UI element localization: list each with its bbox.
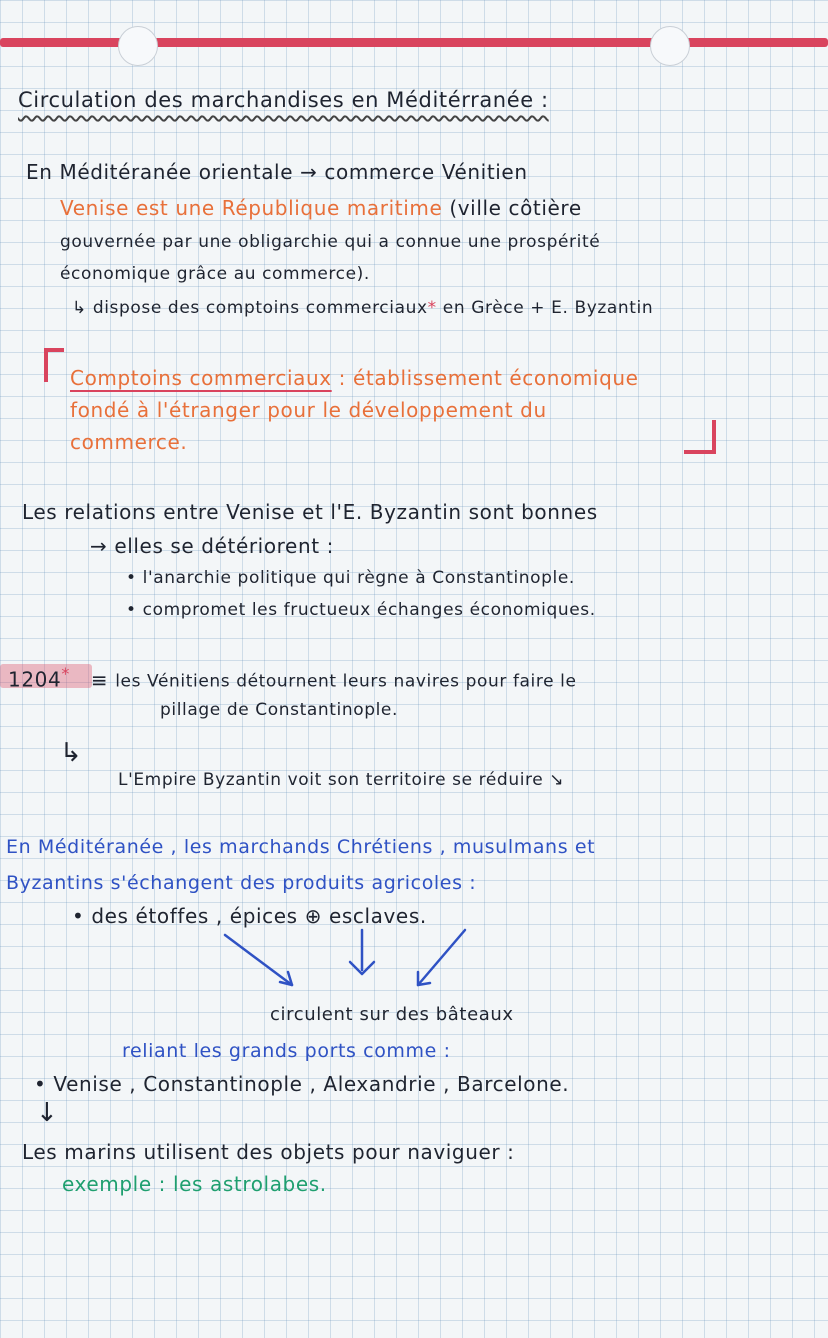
s2-line2-text: → elles se détériorent : [90,534,334,558]
s4-line8-text: Les marins utilisent des objets pour naviguer : [22,1140,515,1164]
definition-term: Comptoins commerciaux [70,366,332,390]
venise-republic: une République maritime [175,196,443,220]
arrow-right-icon: → [300,160,318,184]
s4-line5 [122,1040,451,1063]
s4-arrow [36,1098,58,1129]
s4-line3-text: • des étoffes , épices ⊕ esclaves. [72,904,427,928]
arrow-down-right-icon: ↳ [60,738,83,768]
definition-colon: : [338,366,346,390]
s1-line5-end: en Grèce + E. Byzantin [442,298,654,318]
s3-line3-text: L'Empire Byzantin voit son territoire se réduire ↘ [118,770,565,790]
year-1204: 1204 [8,667,62,692]
s4-line8 [22,1140,515,1164]
arrow-etoffes [225,935,292,985]
s4-line4-text: circulent sur des bâteaux [270,1004,514,1025]
venise-verb: est [135,196,169,220]
s4-line4 [270,1004,514,1026]
s3-line1-text: les Vénitiens détournent leurs navires pour faire le [115,671,577,692]
arrow-esclaves [418,930,465,985]
s4-line6-text: • Venise , Constantinople , Alexandrie , Barcelone. [34,1072,570,1096]
s4-line2-text: Byzantins s'échangent des produits agricoles : [6,872,477,894]
page-title-text: Circulation des marchandises en Méditérranée : [18,88,549,112]
s1-line5-text: ↳ dispose des comptoins commerciaux [72,298,428,318]
s4-line5-text: reliant les grands ports comme : [122,1040,451,1062]
star-icon: * [427,298,437,318]
s1-line3-text: gouvernée par une obligarchie qui a connue une prospérité [60,232,601,252]
definition-text2: fondé à l'étranger pour le développement du [70,398,547,422]
definition-text1: établissement économique [352,366,639,390]
venise-label: Venise [60,196,129,220]
definition-text3: commerce. [70,430,188,454]
venise-paren: (ville côtière [449,196,582,220]
s4-line9 [62,1172,327,1196]
s4-line1-text: En Méditéranée , les marchands Chrétiens , musulmans et [6,836,596,858]
arrow-down-icon: ↓ [36,1098,59,1128]
equivalence-icon: ≡ [90,667,109,692]
star-icon: * [61,664,70,683]
s1-line4-text: économique grâce au commerce). [60,264,370,284]
s3-line2-text: pillage de Constantinople. [160,700,398,720]
s2-bullet2-text: • compromet les fructueux échanges économiques. [126,600,596,620]
s4-line6 [34,1072,569,1096]
s1-line1-text: En Méditéranée orientale [26,160,294,184]
s4-line9-text: exemple : les astrolabes. [62,1172,327,1196]
s2-bullet1-text: • l'anarchie politique qui règne à Constantinople. [126,568,575,588]
s2-line1-text: Les relations entre Venise et l'E. Byzantin sont bonnes [22,500,598,524]
s1-line1-end: commerce Vénitien [324,160,528,184]
